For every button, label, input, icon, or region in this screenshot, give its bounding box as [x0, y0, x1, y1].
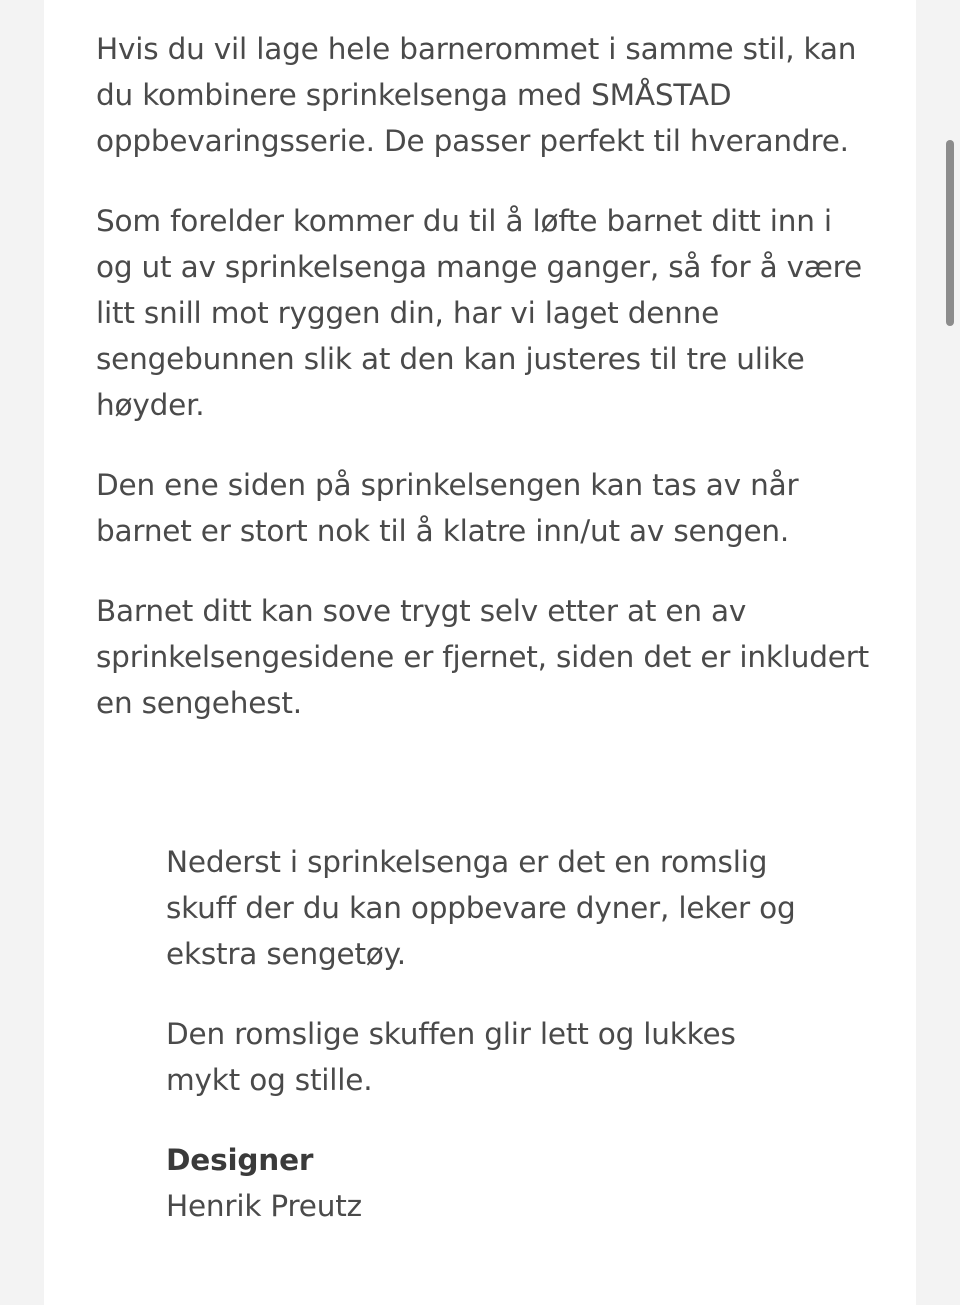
designer-label: Designer [166, 1143, 314, 1177]
designer-name: Henrik Preutz [166, 1189, 362, 1223]
description-paragraph-1: Hvis du vil lage hele barnerommet i samme stil, kan du kombinere sprinkelsenga med SMÅSTAD oppbevaringsserie. De passer perfekt til hverandre. [96, 32, 857, 158]
product-description [96, 26, 876, 760]
description-paragraph-4: Barnet ditt kan sove trygt selv etter at en av sprinkelsengesidene er fjernet, siden det er inkludert en sengehest. [96, 594, 870, 720]
description-paragraph-2: Som forelder kommer du til å løfte barnet ditt inn i og ut av sprinkelsenga mange ganger, så for å være litt snill mot ryggen din, har vi laget denne sengebunnen slik at den kan justeres til tre ulike høyder. [96, 204, 862, 422]
designer-info [166, 1137, 806, 1229]
scrollbar-thumb[interactable] [946, 140, 954, 326]
feature-paragraph-2: Den romslige skuffen glir lett og lukkes mykt og stille. [166, 1017, 736, 1097]
feature-paragraph-1: Nederst i sprinkelsenga er det en romslig skuff der du kan oppbevare dyner, leker og ekstra sengetøy. [166, 845, 796, 971]
description-paragraph-3: Den ene siden på sprinkelsengen kan tas av når barnet er stort nok til å klatre inn/ut av sengen. [96, 468, 799, 548]
feature-section [166, 839, 806, 1229]
